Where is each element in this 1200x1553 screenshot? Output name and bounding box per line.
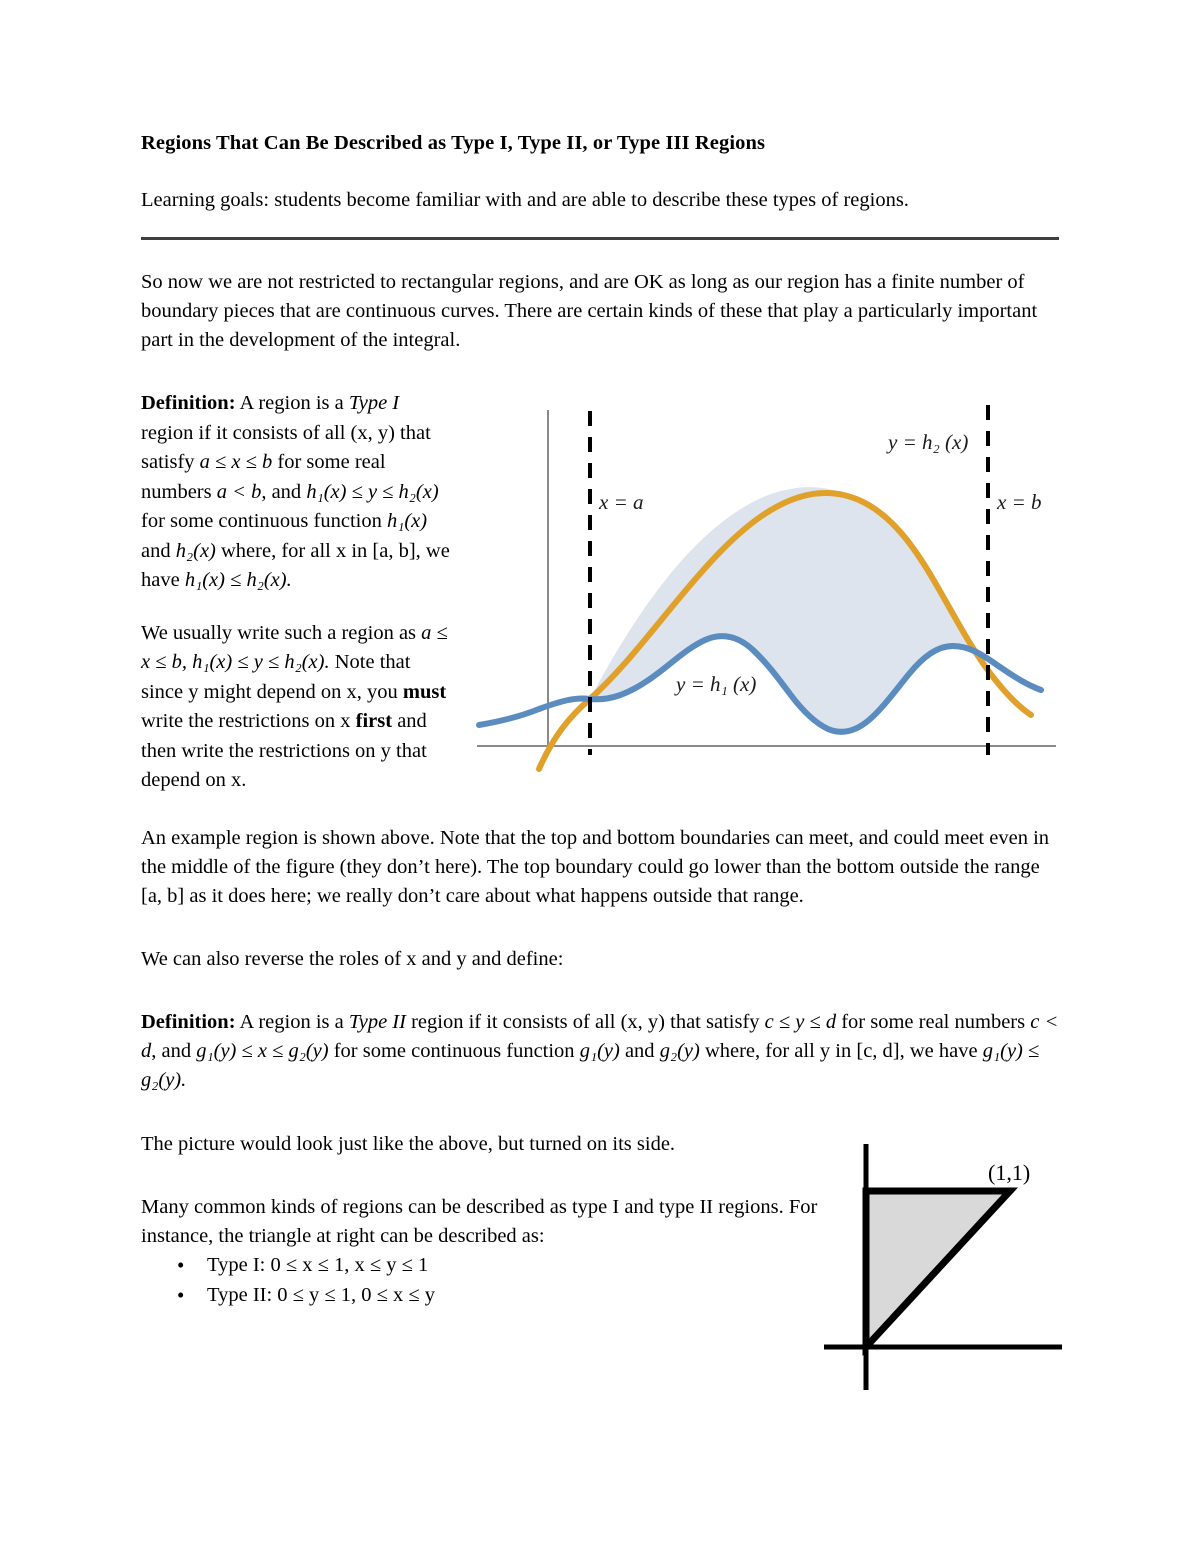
label-x-equals-a: x = a — [599, 490, 644, 515]
fn-g2: g₂(y) — [659, 1040, 700, 1063]
common-regions-paragraph: Many common kinds of regions can be described as type I and type II regions. For instance, the triangle at right can be described as: — [141, 1195, 818, 1247]
definition2-lead: A region is a — [235, 1011, 349, 1034]
definition-lead: A region is a — [235, 392, 349, 415]
document-content — [141, 130, 1059, 1310]
fn-h2: h₂(x) — [175, 539, 216, 562]
label-y-equals-h2: y = h₂ (x) — [888, 430, 969, 455]
must-emphasis: must — [402, 680, 447, 703]
type-ii-term: Type II — [348, 1011, 406, 1034]
fn-h1: h₁(x) — [386, 510, 428, 533]
definition-rest-c: , and — [261, 480, 307, 503]
spacer — [141, 355, 1059, 389]
ineq-c-y-d: c ≤ y ≤ d — [764, 1011, 837, 1034]
intro-paragraph: So now we are not restricted to rectangular regions, and are OK as long as our region has a finite number of boundary pieces that are continuous curves. There are certain kinds of these that play a particularly important part in the development of the integral. — [141, 270, 1038, 351]
spacer — [141, 158, 1059, 186]
label-x-equals-b: x = b — [997, 490, 1042, 515]
definition2-rest-f: where, for all y in [c, d], we have — [699, 1040, 983, 1063]
definition-label: Definition: — [141, 392, 236, 415]
type-i-region-chart — [471, 397, 1059, 779]
spacer — [141, 596, 453, 619]
list-item: • Type II: 0 ≤ y ≤ 1, 0 ≤ x ≤ y — [205, 1281, 1059, 1311]
definition-type-ii — [141, 1008, 1059, 1095]
write-region-s4: and then write the restrictions on y that depend on x. — [141, 710, 427, 792]
ineq-a-x-b: a ≤ x ≤ b — [199, 451, 273, 474]
type-one-definition-block — [141, 389, 1059, 796]
definition-rest-a: region if it consists of all (x, y) that satisfy — [141, 421, 431, 474]
type-i-region-figure — [471, 397, 1059, 779]
ineq-a-lt-b: a < b — [216, 480, 262, 503]
spacer — [141, 1096, 1059, 1130]
write-region-s1: We usually write such a region as — [141, 621, 422, 644]
spacer — [141, 974, 1059, 1008]
definition2-rest-a: region if it consists of all (x, y) that satisfy — [405, 1011, 765, 1034]
ineq-h1-y-h2: h₁(x) ≤ y ≤ h₂(x) — [306, 480, 439, 503]
definition-type-i — [141, 389, 453, 596]
ineq-c-lt-d: c < d — [141, 1011, 1059, 1063]
first-emphasis: first — [355, 710, 393, 733]
triangle-region-figure — [822, 1138, 1072, 1408]
spacer — [141, 240, 1059, 268]
ineq-g1-x-g2: g₁(y) ≤ x ≤ g₂(y) — [196, 1040, 329, 1063]
fn-g1: g₁(y) — [579, 1040, 620, 1063]
reverse-roles-paragraph: We can also reverse the roles of x and y and define: — [141, 948, 564, 971]
write-region-s2: Note that since y might depend on x, you — [141, 651, 411, 703]
definition-rest-b: for some real numbers — [141, 451, 386, 503]
region-spec: a ≤ x ≤ b, h₁(x) ≤ y ≤ h₂(x). — [141, 621, 448, 674]
learning-goals: Learning goals: students become familiar with and are able to describe these types of regions. — [141, 188, 909, 211]
definition2-rest-d: for some continuous function — [328, 1040, 580, 1063]
spacer — [141, 911, 1059, 945]
triangle-vertex-label: (1,1) — [988, 1160, 1031, 1185]
page-title: Regions That Can Be Described as Type I, Type II, or Type III Regions — [141, 132, 766, 154]
definition-rest-e: and — [141, 539, 176, 562]
list-item: • Type I: 0 ≤ x ≤ 1, x ≤ y ≤ 1 — [205, 1251, 1059, 1281]
spacer — [141, 796, 1059, 824]
definition-rest-d: for some continuous function — [141, 510, 387, 533]
ineq-g1-le-g2: g₁(y) ≤ g₂(y). — [141, 1040, 1040, 1092]
ineq-h1-le-h2: h₁(x) ≤ h₂(x). — [184, 569, 292, 592]
turned-side-paragraph: The picture would look just like the above, but turned on its side. — [141, 1132, 676, 1155]
type-i-term: Type I — [348, 392, 400, 415]
write-region-paragraph — [141, 619, 453, 796]
definition-column — [141, 389, 453, 796]
label-y-equals-h1: y = h₁ (x) — [676, 672, 757, 697]
example-note-paragraph: An example region is shown above. Note that the top and bottom boundaries can meet, and could meet even in the middle of the figure (they don’t here). The top boundary could go lower than the bottom outside the range [a, b] as it does here; we really don’t care about what happens outside that range. — [141, 826, 1050, 908]
definition2-rest-b: for some real numbers — [836, 1011, 1031, 1034]
shaded-triangle — [866, 1191, 1010, 1347]
definition2-rest-e: and — [619, 1040, 660, 1063]
definition-rest-f: where, for all x in [a, b], we have — [141, 539, 450, 592]
definition2-rest-c: , and — [151, 1040, 197, 1063]
triangle-chart — [822, 1138, 1072, 1408]
write-region-s3: write the restrictions on x — [141, 710, 356, 733]
definition2-label: Definition: — [141, 1011, 236, 1034]
